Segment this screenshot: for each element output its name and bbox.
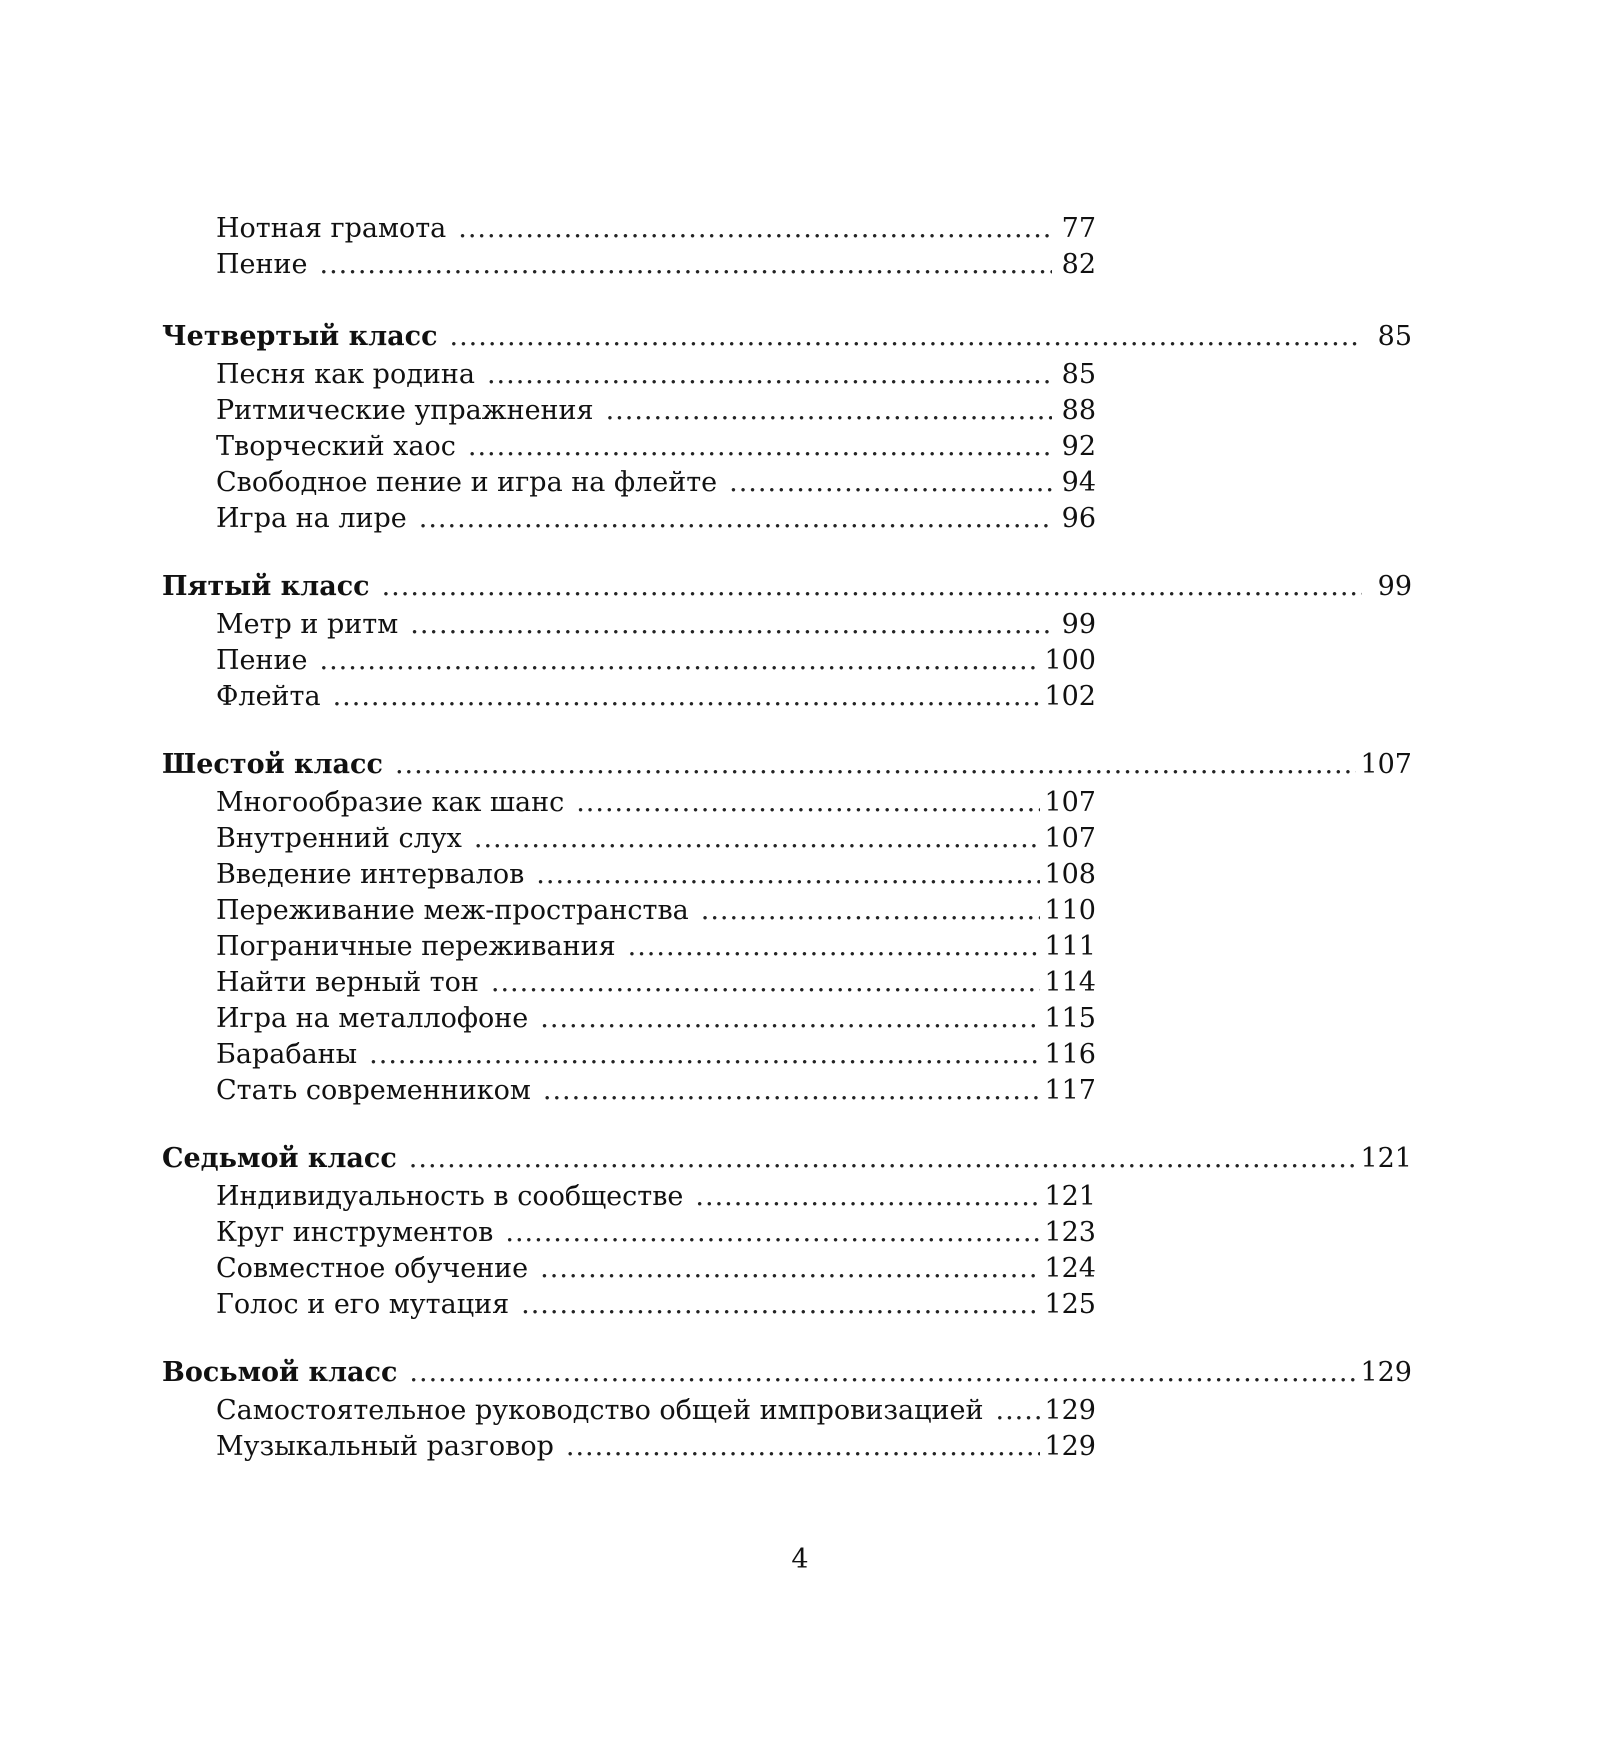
toc-entry-page: 107 — [1360, 749, 1412, 780]
toc-entry-page: 82 — [1061, 249, 1096, 280]
toc-entry-title: Барабаны — [216, 1039, 358, 1070]
toc-section-entry[interactable] — [162, 319, 1412, 355]
toc-entry-title: Флейта — [216, 681, 321, 712]
toc-entry-page: 96 — [1061, 503, 1096, 534]
toc-entry-title: Ритмические упражнения — [216, 395, 594, 426]
toc-leader-dots — [543, 1073, 1041, 1109]
toc-leader-dots — [450, 319, 1362, 355]
toc-entry-title: Восьмой класс — [162, 1357, 398, 1388]
toc-entry-title: Пятый класс — [162, 571, 370, 602]
toc-entry-page: 129 — [1360, 1357, 1412, 1388]
toc-leader-dots — [995, 1393, 1040, 1429]
toc-entry-page: 121 — [1044, 1181, 1096, 1212]
toc-leader-dots — [606, 393, 1052, 429]
toc-entry-title: Пограничные переживания — [216, 931, 616, 962]
toc-subsection-entry[interactable] — [216, 785, 1096, 821]
toc-entry-page: 121 — [1360, 1143, 1412, 1174]
toc-subsection-entry[interactable] — [216, 929, 1096, 965]
toc-entry-title: Игра на металлофоне — [216, 1003, 529, 1034]
toc-leader-dots — [409, 1355, 1356, 1391]
toc-subsection-entry[interactable] — [216, 965, 1096, 1001]
toc-subsection-entry[interactable] — [216, 643, 1096, 679]
toc-subsection-entry[interactable] — [216, 357, 1096, 393]
toc-entry-title: Стать современником — [216, 1075, 531, 1106]
toc-section-entry[interactable] — [162, 1141, 1412, 1177]
toc-entry-page: 125 — [1044, 1289, 1096, 1320]
toc-entry-title: Круг инструментов — [216, 1217, 494, 1248]
toc-entry-title: Нотная грамота — [216, 213, 447, 244]
toc-leader-dots — [474, 821, 1041, 857]
toc-leader-dots — [458, 211, 1052, 247]
toc-entry-title: Переживание меж-пространства — [216, 895, 689, 926]
toc-leader-dots — [576, 785, 1040, 821]
toc-entry-page: 115 — [1044, 1003, 1096, 1034]
toc-leader-dots — [491, 965, 1041, 1001]
toc-subsection-entry[interactable] — [216, 429, 1096, 465]
toc-entry-page: 100 — [1044, 645, 1096, 676]
toc-section-entry[interactable] — [162, 747, 1412, 783]
toc-entry-page: 117 — [1044, 1075, 1096, 1106]
toc-section-entry[interactable] — [162, 1355, 1412, 1391]
toc-leader-dots — [521, 1287, 1040, 1323]
toc-leader-dots — [320, 247, 1053, 283]
toc-entry-page: 123 — [1044, 1217, 1096, 1248]
toc-entry-page: 124 — [1044, 1253, 1096, 1284]
toc-entry-title: Голос и его мутация — [216, 1289, 510, 1320]
toc-subsection-entry[interactable] — [216, 1037, 1096, 1073]
toc-leader-dots — [409, 1141, 1357, 1177]
toc-entry-title: Многообразие как шанс — [216, 787, 565, 818]
toc-subsection-entry[interactable] — [216, 1179, 1096, 1215]
toc-subsection-entry[interactable] — [216, 1251, 1096, 1287]
toc-subsection-entry[interactable] — [216, 893, 1096, 929]
toc-leader-dots — [382, 569, 1362, 605]
toc-entry-title: Пение — [216, 249, 308, 280]
toc-entry-page: 116 — [1044, 1039, 1096, 1070]
toc-subsection-entry[interactable] — [216, 607, 1096, 643]
toc-leader-dots — [395, 747, 1357, 783]
toc-leader-dots — [410, 607, 1052, 643]
toc-entry-title: Четвертый класс — [162, 321, 438, 352]
toc-subsection-entry[interactable] — [216, 211, 1096, 247]
toc-entry-page: 129 — [1044, 1431, 1096, 1462]
toc-entry-page: 94 — [1061, 467, 1096, 498]
toc-subsection-entry[interactable] — [216, 1001, 1096, 1037]
toc-entry-title: Игра на лире — [216, 503, 407, 534]
toc-entry-title: Седьмой класс — [162, 1143, 397, 1174]
toc-entry-page: 129 — [1044, 1395, 1096, 1426]
toc-entry-title: Шестой класс — [162, 749, 383, 780]
toc-subsection-entry[interactable] — [216, 1393, 1096, 1429]
page-number: 4 — [791, 1544, 809, 1575]
toc-entry-page: 99 — [1061, 609, 1096, 640]
toc-section-entry[interactable] — [162, 569, 1412, 605]
toc-entry-title: Индивидуальность в сообществе — [216, 1181, 684, 1212]
toc-subsection-entry[interactable] — [216, 679, 1096, 715]
toc-leader-dots — [701, 893, 1041, 929]
toc-subsection-entry[interactable] — [216, 821, 1096, 857]
toc-entry-title: Метр и ритм — [216, 609, 399, 640]
toc-entry-page: 92 — [1061, 431, 1096, 462]
toc-leader-dots — [487, 357, 1052, 393]
toc-entry-page: 107 — [1044, 823, 1096, 854]
toc-entry-page: 99 — [1377, 571, 1412, 602]
toc-entry-page: 107 — [1044, 787, 1096, 818]
toc-leader-dots — [536, 857, 1040, 893]
toc-entry-page: 77 — [1061, 213, 1096, 244]
toc-entry-page: 85 — [1061, 359, 1096, 390]
toc-subsection-entry[interactable] — [216, 501, 1096, 537]
toc-entry-page: 114 — [1044, 967, 1096, 998]
toc-leader-dots — [695, 1179, 1040, 1215]
toc-subsection-entry[interactable] — [216, 247, 1096, 283]
toc-entry-title: Песня как родина — [216, 359, 475, 390]
toc-entry-title: Музыкальный разговор — [216, 1431, 554, 1462]
toc-subsection-entry[interactable] — [216, 1287, 1096, 1323]
toc-leader-dots — [566, 1429, 1041, 1465]
toc-entry-title: Творческий хаос — [216, 431, 456, 462]
toc-subsection-entry[interactable] — [216, 1073, 1096, 1109]
toc-entry-title: Совместное обучение — [216, 1253, 529, 1284]
toc-subsection-entry[interactable] — [216, 393, 1096, 429]
toc-entry-page: 88 — [1061, 395, 1096, 426]
toc-leader-dots — [419, 501, 1052, 537]
toc-entry-title: Свободное пение и игра на флейте — [216, 467, 718, 498]
toc-entry-page: 108 — [1044, 859, 1096, 890]
table-of-contents — [162, 211, 1412, 1465]
toc-leader-dots — [320, 643, 1041, 679]
toc-subsection-entry[interactable] — [216, 857, 1096, 893]
toc-leader-dots — [628, 929, 1041, 965]
toc-subsection-entry[interactable] — [216, 465, 1096, 501]
toc-leader-dots — [540, 1251, 1040, 1287]
toc-entry-page: 111 — [1044, 931, 1096, 962]
toc-subsection-entry[interactable] — [216, 1429, 1096, 1465]
toc-entry-title: Введение интервалов — [216, 859, 525, 890]
toc-leader-dots — [333, 679, 1041, 715]
toc-entry-page: 102 — [1044, 681, 1096, 712]
toc-entry-title: Пение — [216, 645, 308, 676]
toc-entry-page: 85 — [1377, 321, 1412, 352]
toc-leader-dots — [468, 429, 1052, 465]
toc-leader-dots — [369, 1037, 1040, 1073]
toc-subsection-entry[interactable] — [216, 1215, 1096, 1251]
toc-leader-dots — [505, 1215, 1040, 1251]
toc-leader-dots — [729, 465, 1052, 501]
toc-entry-title: Самостоятельное руководство общей импровизацией — [216, 1395, 984, 1426]
toc-entry-page: 110 — [1044, 895, 1096, 926]
toc-leader-dots — [540, 1001, 1040, 1037]
toc-entry-title: Найти верный тон — [216, 967, 479, 998]
toc-entry-title: Внутренний слух — [216, 823, 462, 854]
